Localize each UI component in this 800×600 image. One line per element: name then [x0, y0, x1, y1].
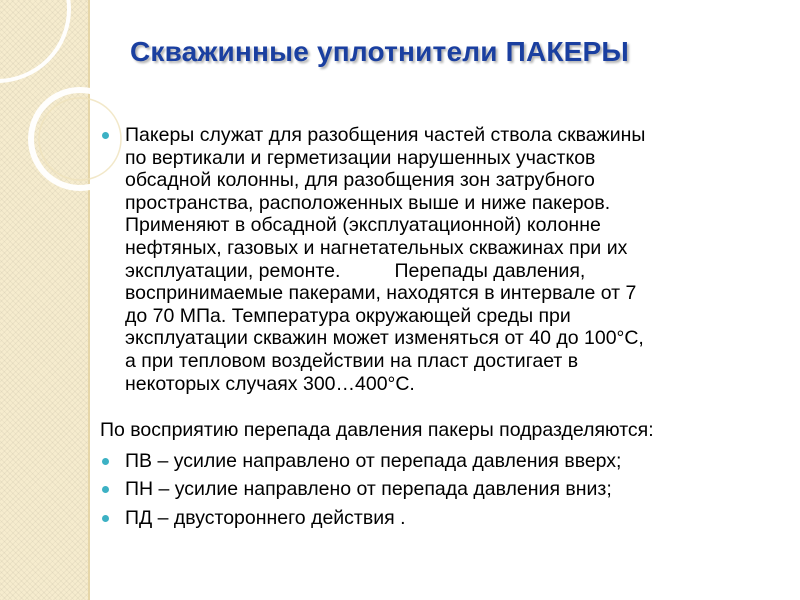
bullet-icon [102, 458, 109, 465]
main-bullet [100, 124, 740, 395]
text-line: до 70 МПа. Температура окружающей среды при [125, 304, 571, 327]
text-line: по вертикали и герметизации нарушенных участков [125, 146, 596, 169]
packer-type-pn [100, 478, 740, 501]
packer-type-pv [100, 450, 740, 473]
classification-intro: По восприятию перепада давления пакеры подразделяются: [100, 419, 654, 442]
text-line: Применяют в обсадной (эксплуатационной) колонне [125, 214, 601, 237]
text-line: а при тепловом воздействии на пласт достигает в [125, 349, 579, 372]
main-bullet-text [125, 124, 740, 395]
slide-content [100, 124, 740, 536]
slide-title: Скважинные уплотнители ПАКЕРЫ [130, 36, 630, 67]
text-line: некоторых случаях 300…400°С. [125, 372, 415, 395]
packer-type-text: ПВ – усилие направлено от перепада давления вверх; [125, 449, 622, 472]
text-line: пространства, расположенных выше и ниже пакеров. [125, 191, 611, 214]
bullet-icon [102, 132, 109, 139]
packer-type-pd [100, 507, 740, 530]
text-line: Пакеры служат для разобщения частей ствола скважины [125, 124, 646, 146]
packer-type-text: ПД – двустороннего действия . [125, 506, 406, 529]
bullet-icon [102, 486, 109, 493]
text-line: воспринимаемые пакерами, находятся в интервале от 7 [125, 282, 637, 305]
text-line: обсадной колонны, для разобщения зон затрубного [125, 169, 595, 192]
packer-type-text: ПН – усилие направлено от перепада давления вниз; [125, 478, 612, 501]
text-line: эксплуатации скважин может изменяться от 40 до 100°С, [125, 327, 644, 350]
text-line: эксплуатации, ремонте. Перепады давления, [125, 259, 586, 282]
bullet-icon [102, 515, 109, 522]
text-line: нефтяных, газовых и нагнетательных скважинах при их [125, 236, 628, 259]
